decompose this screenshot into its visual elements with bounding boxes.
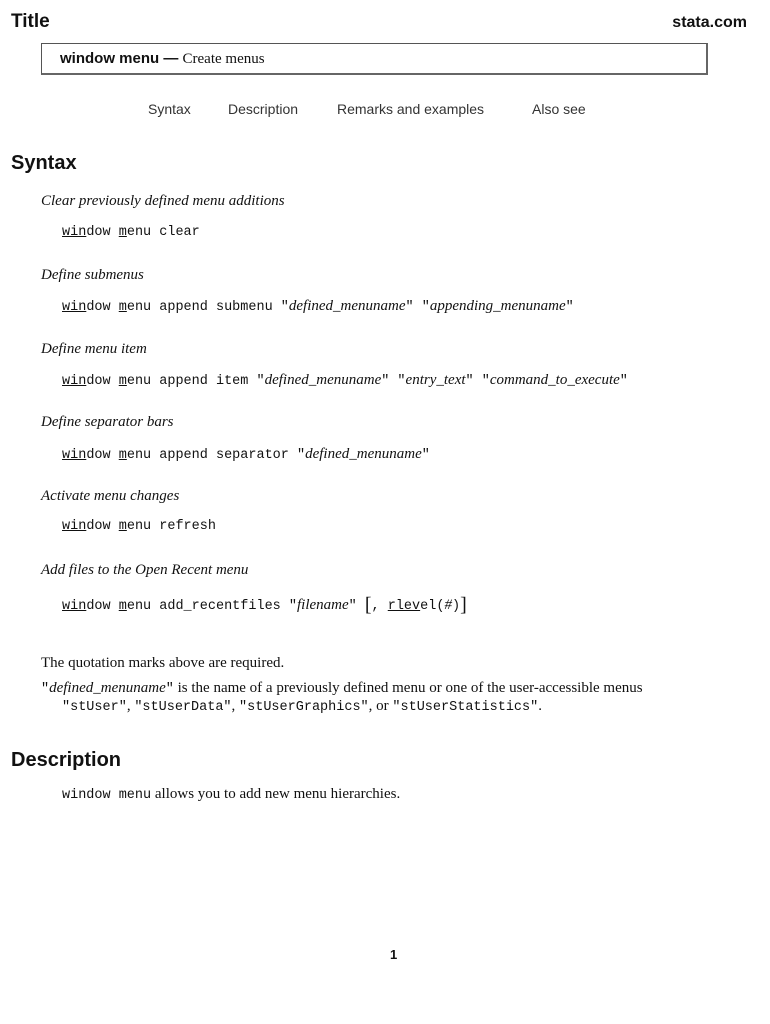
definition-menus [62,698,542,715]
cmd-text: dow [86,225,111,240]
abbrev: m [118,225,127,240]
separator: , [126,698,135,714]
placeholder: command_to_execute [489,372,620,388]
quotation-note: The quotation marks above are required. [41,655,285,671]
page-number: 1 [390,947,398,962]
period: . [538,698,542,714]
cmd-text: enu [126,519,152,534]
description-paragraph [62,786,400,803]
cmd-args: append item [151,374,257,389]
cmd-text: dow [86,300,111,315]
menu-name: "stUserStatistics" [392,700,539,715]
nav-link-description[interactable]: Description [228,101,299,117]
abbrev: win [62,225,87,240]
syntax-line-submenu [62,298,574,315]
quote: " [421,448,430,463]
quote: " [348,599,365,614]
placeholder: defined_menuname [288,298,406,314]
command-name: window menu [62,788,152,803]
placeholder: defined_menuname [305,446,422,462]
syntax-caption: Define separator bars [41,414,174,430]
cmd-text: enu [126,300,152,315]
quote: " [619,374,628,389]
separator: , [231,698,240,714]
syntax-caption: Add files to the Open Recent menu [41,562,249,578]
right-bracket: ] [460,594,467,616]
abbrev: m [118,374,127,389]
abbrev: win [62,374,87,389]
cmd-args: append submenu [151,300,281,315]
quote: " [256,374,265,389]
quote: " [288,599,297,614]
cmd-args: append separator [151,448,297,463]
quote: " [280,300,289,315]
nav-link-syntax[interactable]: Syntax [148,101,191,117]
quote: " " [465,374,490,389]
quote: " " [381,374,406,389]
description-text: allows you to add new menu hierarchies. [151,786,401,802]
syntax-line-separator [62,446,430,463]
comma: , [371,599,388,614]
cmd-text: enu [126,448,152,463]
placeholder: appending_menuname [429,298,566,314]
definition-text: is the name of a previously defined menu or one of the user-accessible menus [173,680,643,696]
definition-term: defined_menuname [49,680,166,696]
syntax-heading: Syntax [11,152,77,174]
syntax-caption: Define submenus [41,267,144,283]
syntax-line-add-recentfiles [62,592,467,615]
command-description: Create menus [182,51,265,67]
syntax-line-clear [62,225,200,240]
menu-name: "stUserGraphics" [239,700,369,715]
quote: " [41,682,50,697]
brand-logo-text[interactable]: stata.com [672,14,747,31]
placeholder: entry_text [405,372,466,388]
syntax-caption: Define menu item [41,341,147,357]
placeholder: # [444,597,452,613]
syntax-line-refresh [62,519,216,534]
nav-link-remarks-and-examples[interactable]: Remarks and examples [337,101,485,117]
command-name: window menu [60,50,160,67]
quote: " [165,682,174,697]
abbrev: win [62,519,87,534]
cmd-args: add_recentfiles [151,599,289,614]
syntax-line-item [62,372,628,389]
syntax-caption: Clear previously defined menu additions [41,193,285,209]
page-title: Title [11,11,50,32]
option-text: ) [451,599,461,614]
abbrev: m [118,599,127,614]
abbrev: m [118,519,127,534]
definition-paragraph [41,680,643,697]
quote: " [565,300,574,315]
placeholder: filename [297,597,349,613]
menu-name: "stUserData" [134,700,232,715]
abbrev: win [62,599,87,614]
cmd-args: refresh [151,519,216,534]
cmd-text: dow [86,519,111,534]
quote: " [296,448,306,463]
cmd-text: dow [86,374,111,389]
title-box-content [60,50,265,68]
cmd-text: dow [86,599,111,614]
abbrev: win [62,300,87,315]
syntax-caption: Activate menu changes [41,488,180,504]
quote: " " [405,300,430,315]
cmd-text: dow [86,448,111,463]
left-bracket: [ [364,594,372,616]
em-dash: — [163,50,179,67]
abbrev: m [118,448,127,463]
option-text: el( [420,599,445,614]
option-abbrev: rlev [387,599,421,614]
menu-name: "stUser" [62,700,127,715]
placeholder: defined_menuname [264,372,382,388]
title-box [41,43,708,75]
abbrev: m [118,300,127,315]
cmd-text: enu [126,374,152,389]
cmd-text: enu [126,225,152,240]
cmd-args: clear [151,225,200,240]
separator: , or [368,698,393,714]
section-nav [0,101,770,121]
nav-link-also-see[interactable]: Also see [532,101,586,117]
abbrev: win [62,448,87,463]
description-heading: Description [11,749,122,771]
cmd-text: enu [126,599,152,614]
